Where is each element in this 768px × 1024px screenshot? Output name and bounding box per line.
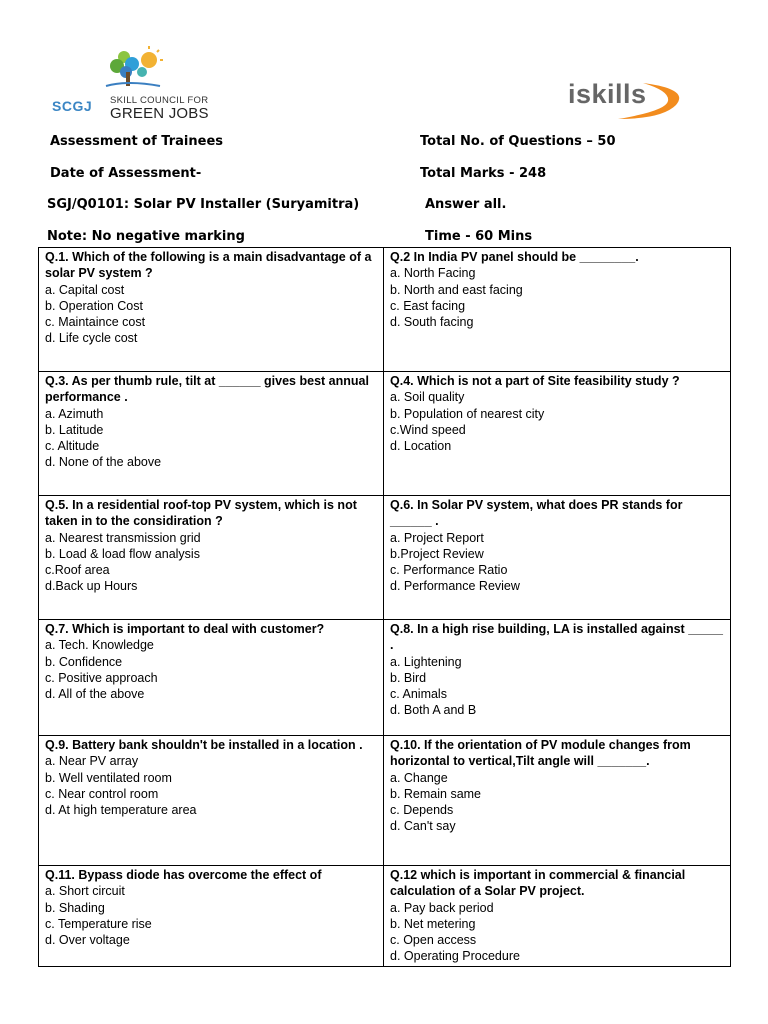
option: d. South facing xyxy=(390,315,474,330)
questions-table xyxy=(38,247,731,967)
scgj-tagline: SKILL COUNCIL FOR xyxy=(110,95,209,106)
qualification-code: SGJ/Q0101: Solar PV Installer (Suryamitra) xyxy=(47,197,360,212)
question-text: Q.8. In a high rise building, LA is installed against _____ . xyxy=(390,622,723,653)
option: a. Short circuit xyxy=(45,884,125,899)
option: c. Positive approach xyxy=(45,670,158,685)
question-cell xyxy=(384,736,731,866)
question-text: Q.6. In Solar PV system, what does PR stands for ______ . xyxy=(390,498,683,529)
option: b. Load & load flow analysis xyxy=(45,546,200,561)
question-text: Q.3. As per thumb rule, tilt at ______ gives best annual performance . xyxy=(45,374,369,405)
question-text: Q.10. If the orientation of PV module changes from horizontal to vertical,Tilt angle will _______. xyxy=(390,738,691,769)
option: d.Back up Hours xyxy=(45,579,138,594)
option: a. Change xyxy=(390,770,448,785)
question-cell xyxy=(39,496,384,620)
marking-note: Note: No negative marking xyxy=(47,229,245,244)
question-text: Q.1. Which of the following is a main disadvantage of a solar PV system ? xyxy=(45,250,372,281)
option: a. Lightening xyxy=(390,654,462,669)
time-limit: Time - 60 Mins xyxy=(425,229,533,244)
total-questions: Total No. of Questions – 50 xyxy=(420,134,616,149)
option: c.Wind speed xyxy=(390,422,466,437)
question-cell xyxy=(384,248,731,372)
question-row xyxy=(39,248,731,372)
question-text: Q.7. Which is important to deal with customer? xyxy=(45,622,325,636)
option: a. Soil quality xyxy=(390,390,465,405)
assessment-date-label: Date of Assessment- xyxy=(50,166,202,181)
option: d. None of the above xyxy=(45,455,162,470)
option: c. Altitude xyxy=(45,439,100,454)
option: a. Project Report xyxy=(390,530,484,545)
option: c. Performance Ratio xyxy=(390,563,508,578)
question-cell xyxy=(384,372,731,496)
assessment-title: Assessment of Trainees xyxy=(50,134,224,149)
option: a. Nearest transmission grid xyxy=(45,530,201,545)
option: a. Pay back period xyxy=(390,900,494,915)
tree-logo-icon xyxy=(48,44,223,94)
iskills-logo xyxy=(558,75,693,125)
option: d. Performance Review xyxy=(390,579,520,594)
option: d. At high temperature area xyxy=(45,803,197,818)
option: b. Net metering xyxy=(390,916,476,931)
question-row xyxy=(39,372,731,496)
option: b. Well ventilated room xyxy=(45,770,172,785)
option: a. Tech. Knowledge xyxy=(45,638,154,653)
question-cell xyxy=(39,866,384,967)
option: d. Both A and B xyxy=(390,703,477,718)
option: d. Over voltage xyxy=(45,933,130,948)
option: a. North Facing xyxy=(390,266,476,281)
option: b. Population of nearest city xyxy=(390,406,545,421)
question-cell xyxy=(384,496,731,620)
scgj-logo xyxy=(48,44,223,124)
option: a. Capital cost xyxy=(45,282,125,297)
answer-instruction: Answer all. xyxy=(425,197,507,212)
question-text: Q.5. In a residential roof-top PV system, which is not taken in to the considiration ? xyxy=(45,498,357,529)
question-row xyxy=(39,866,731,967)
question-text: Q.9. Battery bank shouldn't be installed in a location . xyxy=(45,738,363,752)
option: c. Maintaince cost xyxy=(45,315,146,330)
option: b. Bird xyxy=(390,670,427,685)
scgj-name: GREEN JOBS xyxy=(110,105,209,122)
option: b. North and east facing xyxy=(390,282,523,297)
option: c. East facing xyxy=(390,298,466,313)
question-cell xyxy=(384,620,731,736)
question-text: Q.12 which is important in commercial & financial calculation of a Solar PV project. xyxy=(390,868,686,899)
question-text: Q.4. Which is not a part of Site feasibility study ? xyxy=(390,374,680,388)
question-row xyxy=(39,620,731,736)
option: c.Roof area xyxy=(45,563,110,578)
option: b. Latitude xyxy=(45,422,104,437)
question-text: Q.11. Bypass diode has overcome the effect of xyxy=(45,868,322,882)
iskills-wordmark: iskills xyxy=(568,79,647,109)
option: c. Near control room xyxy=(45,786,159,801)
question-row xyxy=(39,736,731,866)
option: b. Shading xyxy=(45,900,105,915)
question-cell xyxy=(39,248,384,372)
question-cell xyxy=(39,620,384,736)
option: a. Azimuth xyxy=(45,406,104,421)
scgj-abbreviation: SCGJ xyxy=(52,98,93,114)
option: d. Operating Procedure xyxy=(390,949,520,964)
option: c. Temperature rise xyxy=(45,916,152,931)
option: c. Animals xyxy=(390,687,447,702)
option: d. Location xyxy=(390,439,452,454)
question-cell xyxy=(39,372,384,496)
total-marks: Total Marks - 248 xyxy=(420,166,547,181)
option: b. Remain same xyxy=(390,786,482,801)
option: b.Project Review xyxy=(390,546,484,561)
option: b. Confidence xyxy=(45,654,123,669)
question-cell xyxy=(384,866,731,967)
option: a. Near PV array xyxy=(45,754,139,769)
option: c. Depends xyxy=(390,803,454,818)
option: d. Can't say xyxy=(390,819,456,834)
option: b. Operation Cost xyxy=(45,298,143,313)
question-cell xyxy=(39,736,384,866)
option: c. Open access xyxy=(390,933,477,948)
option: d. All of the above xyxy=(45,687,145,702)
question-text: Q.2 In India PV panel should be ________. xyxy=(390,250,639,264)
question-row xyxy=(39,496,731,620)
option: d. Life cycle cost xyxy=(45,331,138,346)
